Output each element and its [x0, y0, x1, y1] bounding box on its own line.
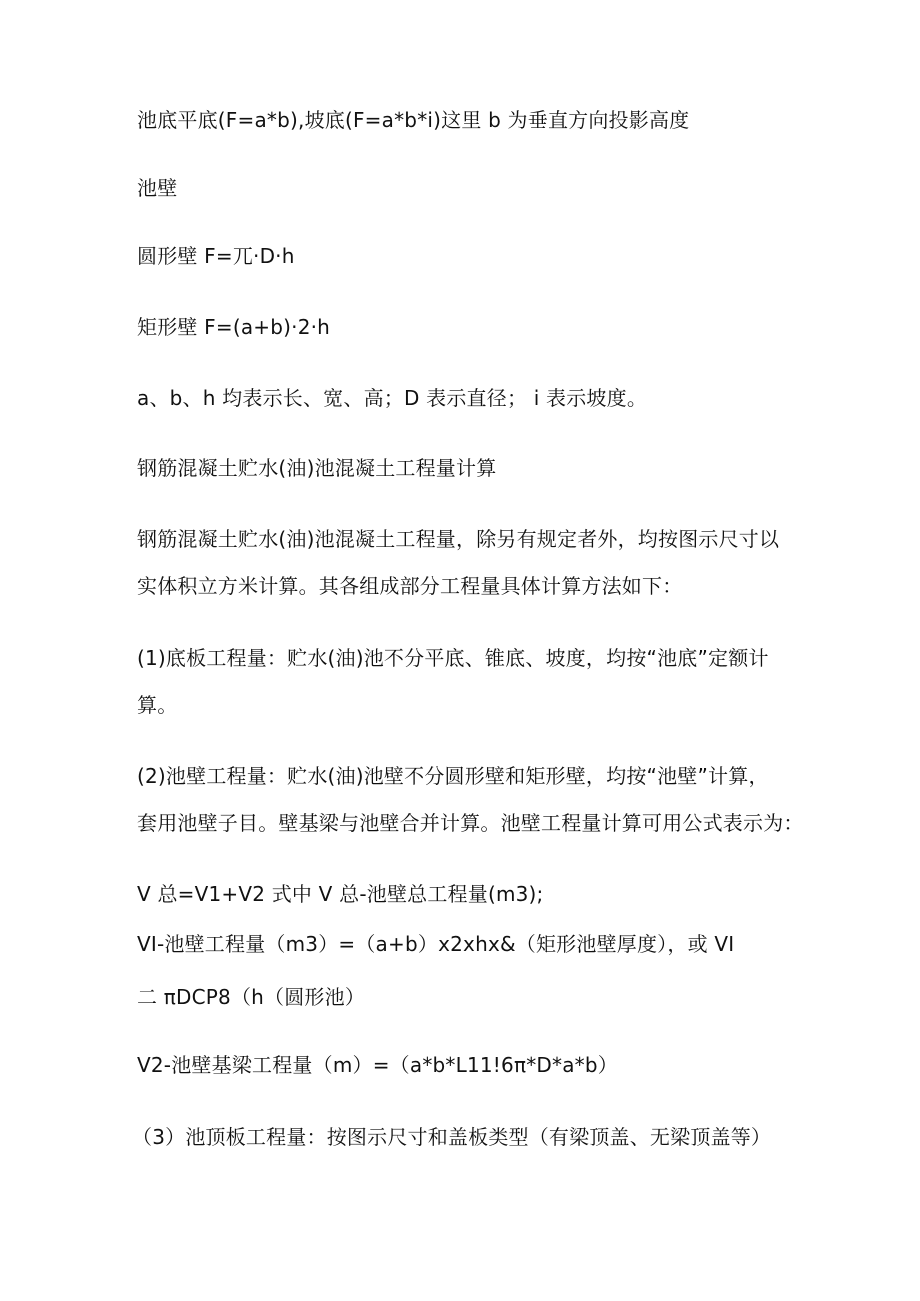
text-line-rectangular-wall-formula: 矩形壁 F=(a+b)·2·h — [137, 315, 331, 339]
text-line-item-3: （3）池顶板工程量：按图示尺寸和盖板类型（有梁顶盖、无梁顶盖等） — [132, 1125, 772, 1149]
text-line-item-1b: 算。 — [137, 693, 178, 717]
text-line-v1-formula-b: 二 πDCP8（h（圆形池） — [137, 985, 366, 1009]
text-line-variable-definitions: a、b、h 均表示长、宽、高；D 表示直径； i 表示坡度。 — [137, 386, 648, 410]
text-line-section-heading: 钢筋混凝土贮水(油)池混凝土工程量计算 — [137, 456, 497, 480]
text-line-v1-formula-a: VI-池壁工程量（m3）=（a+b）x2xhx&（矩形池壁厚度），或 VI — [137, 932, 735, 956]
text-line-pool-wall-heading: 池壁 — [137, 176, 178, 200]
text-line-circular-wall-formula: 圆形壁 F=兀·D·h — [137, 244, 295, 268]
text-line-item-2a: (2)池壁工程量：贮水(油)池壁不分圆形壁和矩形壁，均按“池壁”计算， — [137, 764, 769, 788]
text-line-pool-bottom-formula: 池底平底(F=a*b),坡底(F=a*b*i)这里 b 为垂直方向投影高度 — [137, 108, 690, 132]
text-line-total-volume-formula: V 总=V1+V2 式中 V 总-池壁总工程量(m3); — [137, 882, 544, 906]
text-line-v2-formula: V2-池壁基梁工程量（m）=（a*b*L11!6π*D*a*b） — [137, 1053, 618, 1077]
text-line-item-2b: 套用池壁子目。壁基梁与池壁合并计算。池壁工程量计算可用公式表示为： — [137, 811, 804, 835]
text-line-item-1a: (1)底板工程量：贮水(油)池不分平底、锥底、坡度，均按“池底”定额计 — [137, 646, 769, 670]
text-line-paragraph-1b: 实体积立方米计算。其各组成部分工程量具体计算方法如下： — [137, 574, 683, 598]
text-line-paragraph-1a: 钢筋混凝土贮水(油)池混凝土工程量，除另有规定者外，均按图示尺寸以 — [137, 527, 780, 551]
